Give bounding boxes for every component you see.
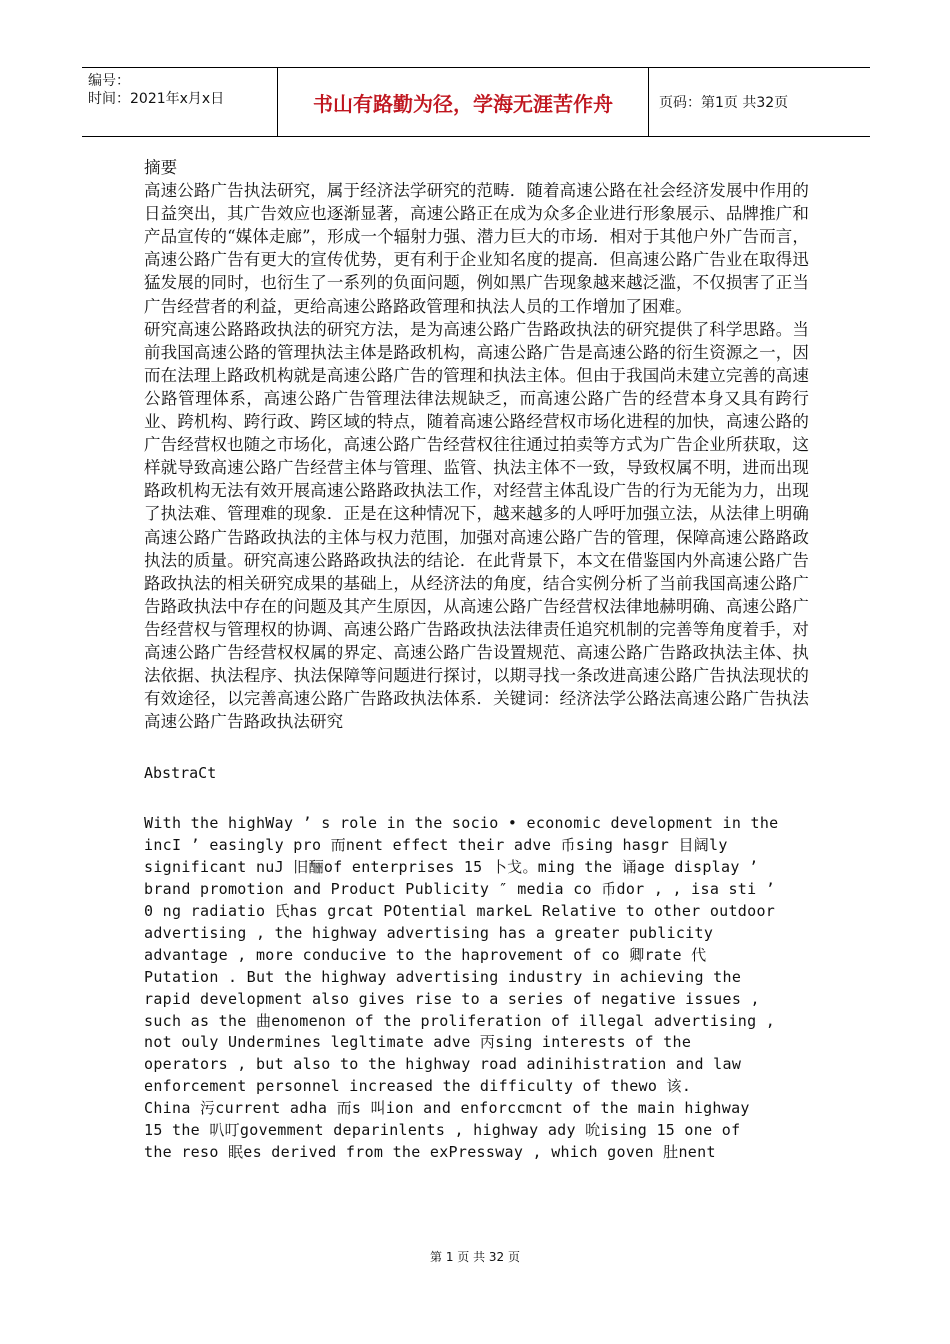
abstract-en-title: AbstraCt xyxy=(144,764,217,783)
header-number-label: 编号： xyxy=(88,73,130,89)
abstract-cn-paragraph-2: 研究高速公路路政执法的研究方法，是为高速公路广告路政执法的研究提供了科学思路。当前我国高速公路的管理执法主体是路政机构，高速公路广告是高速公路的衍生资源之一，因而在法理上路政机构就是高速公路广告的管理和执法主体。但由于我国尚未建立完善的高速公路管理体系，高速公路广告管理法律法规缺乏，而高速公路广告的经营本身又具有跨行业、跨机构、跨行政、跨区域的特点，随着高速公路经营权市场化进程的加快，高速公路的广告经营权也随之市场化，高速公路广告经营权往往通过拍卖等方式为广告企业所获取，这样就导致高速公路广告经营主体与管理、监管、执法主体不一致，导致权属不明，进而出现路政机构无法有效开展高速公路路政执法工作，对经营主体乱设广告的行为无能为力，出现了执法难、管理难的现象．正是在这种情况下，越来越多的人呼吁加强立法，从法律上明确高速公路广告路政执法的主体与权力范围，加强对高速公路广告的管理，保障高速公路路政执法的质量。研究高速公路路政执法的结论．在此背景下，本文在借鉴国内外高速公路广告路政执法的相关研究成果的基础上，从经济法的角度，结合实例分析了当前我国高速公路广告路政执法中存在的问题及其产生原因，从高速公路广告经营权法律地赫明确、高速公路广告经营权与管理权的协调、高速公路广告路政执法法律责任追究机制的完善等角度着手，对高速公路广告经营权权属的界定、高速公路广告设置规范、高速公路广告路政执法主体、执法依据、执法程序、执法保障等问题进行探讨，以期寻找一条改进高速公路广告执法现状的有效途径，以完善高速公路广告路政执法体系．关键词：经济法学公路法高速公路广告执法高速公路广告路政执法研究 xyxy=(144,319,809,732)
document-body xyxy=(144,156,809,1164)
abstract-cn-title: 摘要 xyxy=(144,158,178,177)
header-meta xyxy=(82,68,278,136)
document-header xyxy=(82,67,870,137)
header-page-info: 页码：第1页 共32页 xyxy=(659,95,789,111)
abstract-en-text: With the highWay ’ s role in the socio • economic development in the incI ’ easingly pro 而nent effect their adve 币sing hasgr 目阔ly significant nuJ 旧酾of enterprises 15 卜戈。ming the 诵age display ’ brand promotion and Product Publicity ″ media co 币dor , , isa sti ’ 0 ng radiatio 氏has grcat POtential markeL Relative to other outdoor advertising , the highway advertising has a greater publicity advantage , more conducive to the haprovement of co 卿rate 代 Putation . But the highway advertising industry in achieving the rapid development also gives rise to a series of negative issues , such as the 曲enomenon of the proliferation of illegal advertising , not ouly Undermines legltimate adve 丙sing interests of the operators , but also to the highway road adinihistration and law enforcement personnel increased the difficulty of thewo 该. China 污current adha 而s 叫ion and enforccmcnt of the main highway 15 the 叭叮govemment deparinlents , highway ady 吮ising 15 one of the reso 眠es derived from the exPressway , which goven 肚nent xyxy=(144,814,779,1161)
abstract-cn-paragraph-1: 高速公路广告执法研究，属于经济法学研究的范畴．随着高速公路在社会经济发展中作用的日益突出，其广告效应也逐渐显著，高速公路正在成为众多企业进行形象展示、品牌推广和产品宣传的“媒体走廊”，形成一个辐射力强、潜力巨大的市场．相对于其他户外广告而言，高速公路广告有更大的宣传优势，更有利于企业知名度的提高．但高速公路广告业在取得迅猛发展的同时，也衍生了一系列的负面问题，例如黑广告现象越来越泛滥，不仅损害了正当广告经营者的利益，更给高速公路路政管理和执法人员的工作增加了困难。 xyxy=(144,181,809,316)
page-footer: 第 1 页 共 32 页 xyxy=(430,1250,520,1264)
header-time-label: 时间：2021年x月x日 xyxy=(88,91,225,107)
header-motto: 书山有路勤为径，学海无涯苦作舟 xyxy=(278,68,649,136)
